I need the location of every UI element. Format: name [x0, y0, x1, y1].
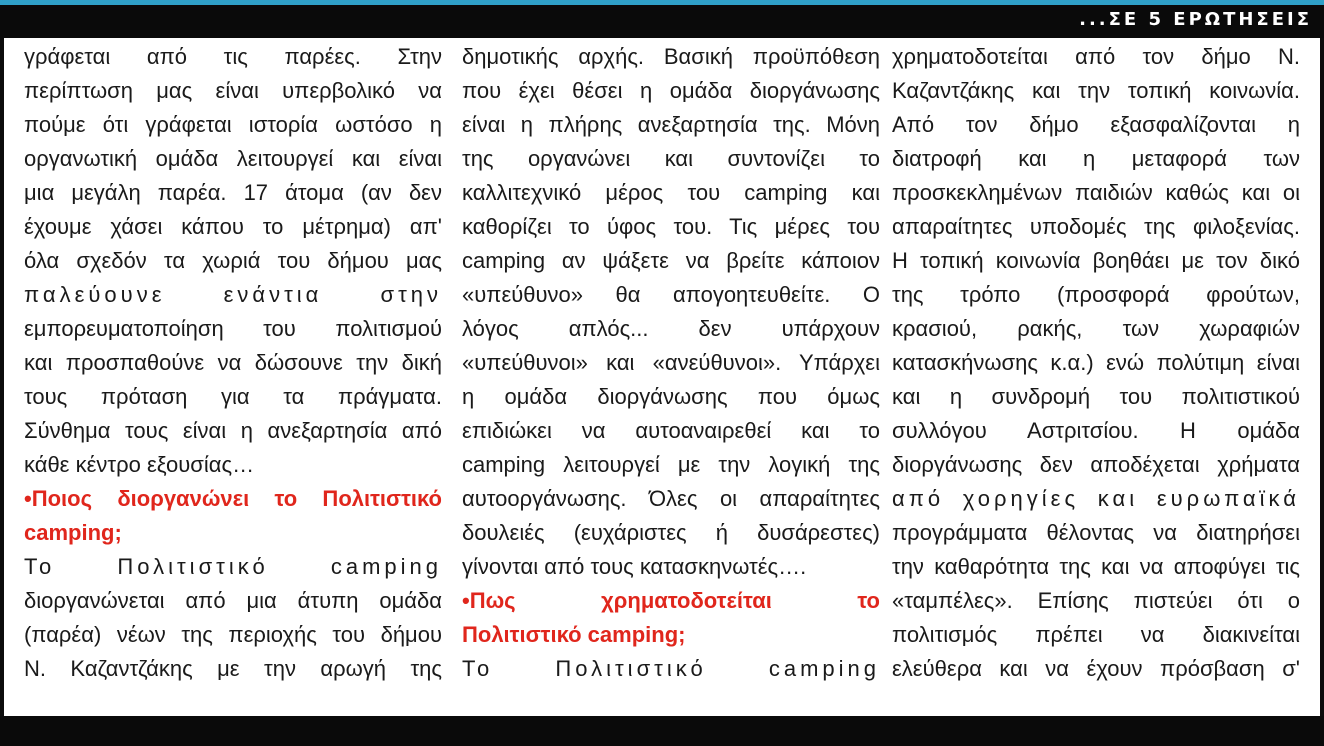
- text-column-3: [892, 40, 1300, 716]
- question-heading-2-cont: Πολιτιστικό camping;: [462, 622, 686, 647]
- text-line: Ν. Καζαντζάκης με την αρωγή της: [24, 656, 442, 681]
- text-line: συλλόγου Αστριτσίου. Η ομάδα: [892, 418, 1300, 443]
- bullet-icon: •: [462, 588, 470, 613]
- text-line: πολιτισμός πρέπει να διακινείται: [892, 622, 1300, 647]
- text-line: γράφεται από τις παρέες. Στην: [24, 44, 442, 69]
- text-line: εμπορευματοποίηση του πολιτισμού: [24, 316, 442, 341]
- text-line: διοργανώνεται από μια άτυπη ομάδα: [24, 588, 442, 613]
- text-line: από χορηγίες και ευρωπαϊκά: [892, 486, 1300, 511]
- text-line: δουλειές (ευχάριστες ή δυσάρεστες): [462, 520, 880, 545]
- text-line: Το Πολιτιστικό camping: [24, 554, 442, 579]
- text-line: κάθε κέντρο εξουσίας…: [24, 452, 255, 477]
- text-line: «ταμπέλες». Επίσης πιστεύει ότι ο: [892, 588, 1300, 613]
- question-heading-1-cont: camping;: [24, 520, 122, 545]
- text-line: κρασιού, ρακής, των χωραφιών: [892, 316, 1300, 341]
- text-line: Καζαντζάκης και την τοπική κοινωνία.: [892, 78, 1300, 103]
- text-line: κατασκήνωσης κ.α.) ενώ πολύτιμη είναι: [892, 350, 1300, 375]
- text-line: Η τοπική κοινωνία βοηθάει με τον δικό: [892, 248, 1300, 273]
- text-line: Από τον δήμο εξασφαλίζονται η: [892, 112, 1300, 137]
- question-heading-2: [462, 584, 880, 618]
- text-line: είναι η πλήρης ανεξαρτησία της. Μόνη: [462, 112, 880, 137]
- text-line: απαραίτητες υποδομές της φιλοξενίας.: [892, 214, 1300, 239]
- text-line: πούμε ότι γράφεται ιστορία ωστόσο η: [24, 112, 442, 137]
- text-line: παλεύουνε ενάντια στην: [24, 282, 442, 307]
- text-line: δημοτικής αρχής. Βασική προϋπόθεση: [462, 44, 880, 69]
- text-line: και προσπαθούνε να δώσουνε την δική: [24, 350, 442, 375]
- text-line: Σύνθημα τους είναι η ανεξαρτησία από: [24, 418, 442, 443]
- footer-bar: [0, 716, 1324, 746]
- bullet-icon: •: [24, 486, 32, 511]
- text-column-2: [462, 40, 880, 716]
- text-line: ελεύθερα και να έχουν πρόσβαση σ': [892, 656, 1300, 681]
- text-line: της τρόπο (προσφορά φρούτων,: [892, 282, 1300, 307]
- text-line: καθορίζει το ύφος του. Τις μέρες του: [462, 214, 880, 239]
- text-line: οργανωτική ομάδα λειτουργεί και είναι: [24, 146, 442, 171]
- text-line: περίπτωση μας είναι υπερβολικό να: [24, 78, 442, 103]
- section-title: ...ΣΕ 5 ΕΡΩΤΗΣΕΙΣ: [1079, 9, 1312, 30]
- text-line: προγράμματα θέλοντας να διατηρήσει: [892, 520, 1300, 545]
- text-line: γίνονται από τους κατασκηνωτές….: [462, 554, 807, 579]
- text-line: διοργάνωσης δεν αποδέχεται χρήματα: [892, 452, 1300, 477]
- heading-text: Πως χρηματοδοτείται το: [469, 588, 880, 613]
- text-line: την καθαρότητα της και να αποφύγει τις: [892, 554, 1300, 579]
- text-line: «υπεύθυνο» θα απογοητευθείτε. Ο: [462, 282, 880, 307]
- text-line: επιδιώκει να αυτοαναιρεθεί και το: [462, 418, 880, 443]
- text-line: «υπεύθυνοι» και «ανεύθυνοι». Υπάρχει: [462, 350, 880, 375]
- text-line: όλα σχεδόν τα χωριά του δήμου μας: [24, 248, 442, 273]
- text-line: camping λειτουργεί με την λογική της: [462, 452, 880, 477]
- text-line: που έχει θέσει η ομάδα διοργάνωσης: [462, 78, 880, 103]
- text-line: τους πρόταση για τα πράγματα.: [24, 384, 442, 409]
- text-line: της οργανώνει και συντονίζει το: [462, 146, 880, 171]
- text-line: διατροφή και η μεταφορά των: [892, 146, 1300, 171]
- text-line: χρηματοδοτείται από τον δήμο Ν.: [892, 44, 1300, 69]
- text-line: αυτοοργάνωσης. Όλες οι απαραίτητες: [462, 486, 880, 511]
- text-column-1: [24, 40, 442, 716]
- header-accent-line: [0, 0, 1324, 5]
- text-line: προσκεκλημένων παιδιών καθώς και οι: [892, 180, 1300, 205]
- text-line: μια μεγάλη παρέα. 17 άτομα (αν δεν: [24, 180, 442, 205]
- text-line: καλλιτεχνικό μέρος του camping και: [462, 180, 880, 205]
- heading-text: Ποιος διοργανώνει το Πολιτιστικό: [31, 486, 442, 511]
- text-line: έχουμε χάσει κάπου το μέτρημα) απ': [24, 214, 442, 239]
- text-line: η ομάδα διοργάνωσης που όμως: [462, 384, 880, 409]
- question-heading-1: [24, 482, 442, 516]
- text-line: Το Πολιτιστικό camping: [462, 656, 880, 681]
- text-line: (παρέα) νέων της περιοχής του δήμου: [24, 622, 442, 647]
- header-bar: [0, 0, 1324, 38]
- text-line: λόγος απλός... δεν υπάρχουν: [462, 316, 880, 341]
- text-line: camping αν ψάξετε να βρείτε κάποιον: [462, 248, 880, 273]
- text-line: και η συνδρομή του πολιτιστικού: [892, 384, 1300, 409]
